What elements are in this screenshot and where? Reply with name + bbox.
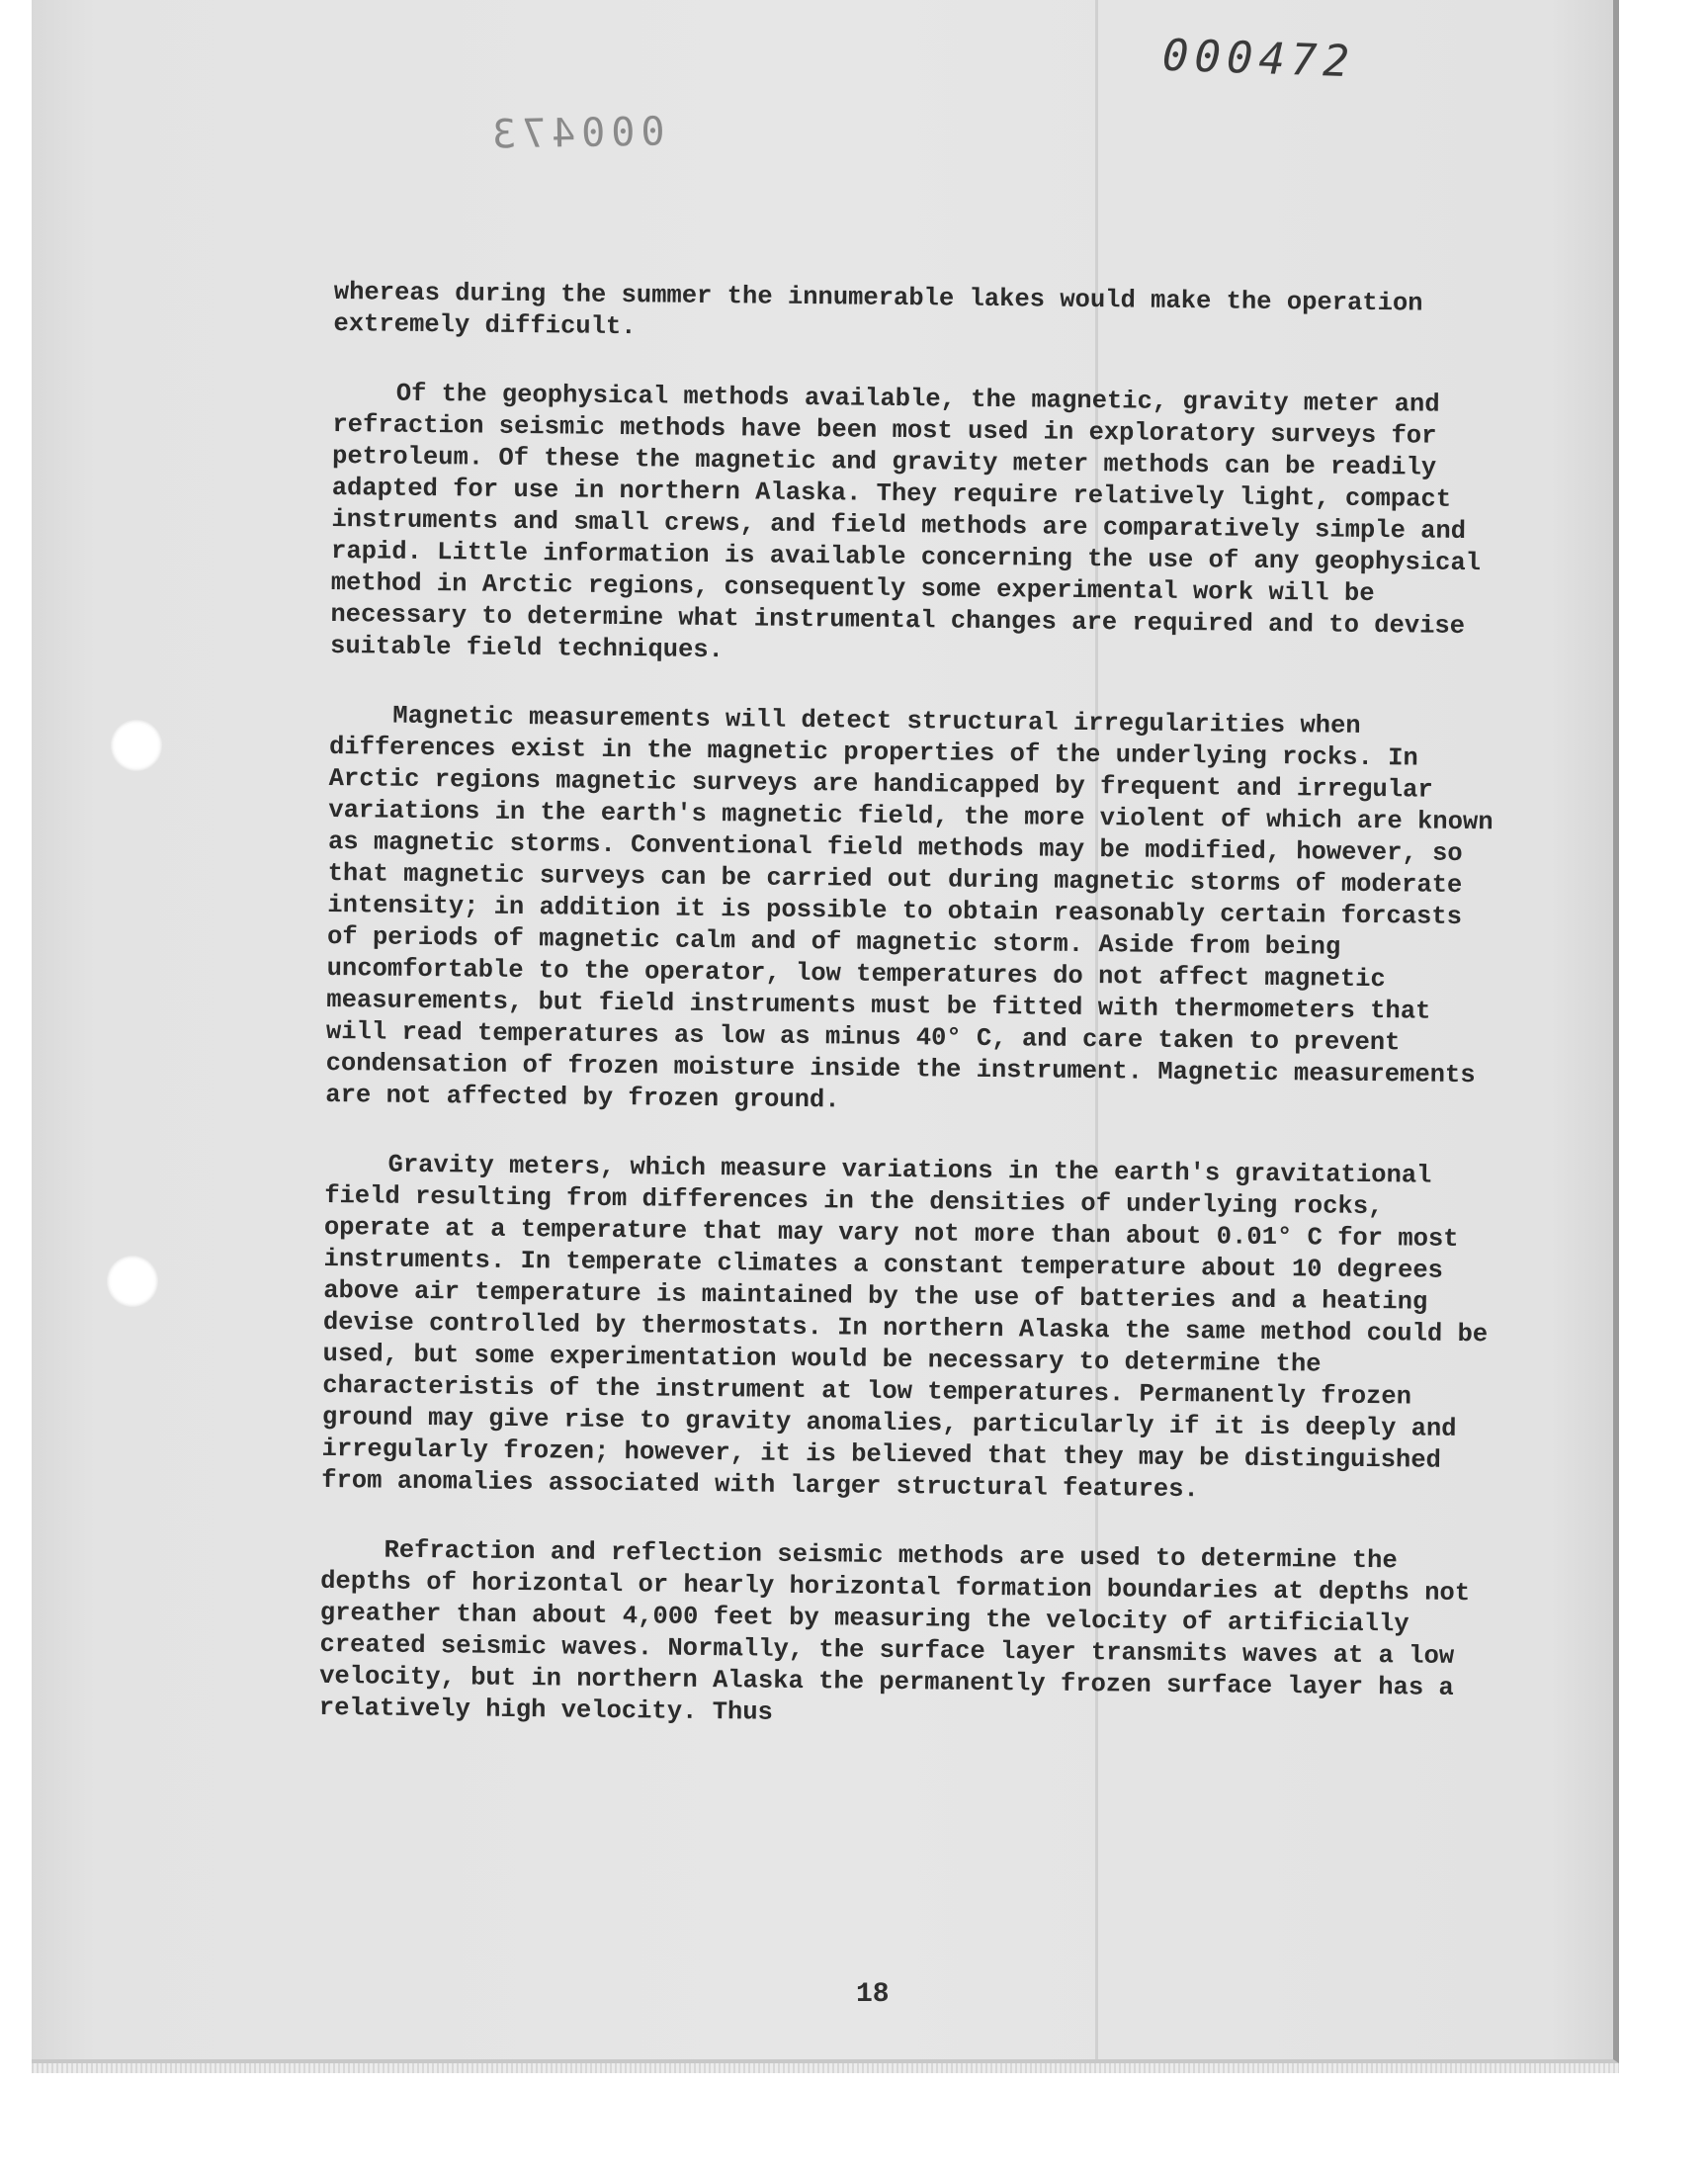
- paragraph-3: Magnetic measurements will detect structural irregularities when differences exist in the magnetic properties of the underlying rocks. In Arctic regions magnetic surveys are handicapped by frequent and irregular variations in the earth's magnetic field, the more violent of which are known as magnetic storms. Conventional field methods may be modified, however, so that magnetic surveys can be carried out during magnetic storms of moderate intensity; in addition it is possible to obtain reasonably certain forcasts of periods of magnetic calm and of magnetic storm. Aside from being uncomfortable to the operator, low temperatures do not affect magnetic measurements, but field instruments must be fitted with thermometers that will read temperatures as low as minus 40° C, and care taken to prevent condensation of frozen moisture inside the instrument. Magnetic measurements are not affected by frozen ground.: [325, 701, 1494, 1115]
- paragraph-2: Of the geophysical methods available, the magnetic, gravity meter and refraction seismic methods have been most used in exploratory surveys for petroleum. Of these the magnetic and gravity meter methods can be readily adapted for use in northern Alaska. They require relatively light, compact instruments and small crews, and field methods are comparatively simple and rapid. Little information is available concerning the use of any geophysical method in Arctic regions, consequently some experimental work will be necessary to determine what instrumental changes are required and to devise suitable field techniques.: [329, 379, 1482, 665]
- punch-hole: [111, 720, 162, 771]
- page-number: 18: [856, 1979, 890, 2010]
- body-text: [318, 277, 1500, 1774]
- paragraph-1: whereas during the summer the innumerable lakes would make the operation extremely difficult.: [333, 277, 1423, 342]
- document-number-stamp: 000472: [1161, 30, 1356, 88]
- mirrored-number-bleedthrough: 000473: [485, 109, 665, 158]
- scan-edge: [32, 2063, 1619, 2073]
- punch-hole: [107, 1256, 158, 1307]
- paragraph-4: Gravity meters, which measure variations in the earth's gravitational field resulting from differences in the densities of underlying rocks, operate at a temperature that may vary not more than about 0.01° C for most instruments. In temperate climates a constant temperature about 10 degrees above air temperature is maintained by the use of batteries and a heating devise controlled by thermostats. In northern Alaska the same method could be used, but some experimentation would be necessary to determine the characteristis of the instrument at low temperatures. Permanently frozen ground may give rise to gravity anomalies, particularly if it is deeply and irregularly frozen; however, it is believed that they may be distinguished from anomalies associated with larger structural features.: [321, 1150, 1489, 1505]
- paragraph-5: Refraction and reflection seismic methods are used to determine the depths of horizontal or hearly horizontal formation boundaries at depths not greather than about 4,000 feet by measuring the velocity of artificially created seismic waves. Normally, the surface layer transmits waves at a low velocity, but in northern Alaska the permanently frozen surface layer has a relatively high velocity. Thus: [318, 1535, 1471, 1727]
